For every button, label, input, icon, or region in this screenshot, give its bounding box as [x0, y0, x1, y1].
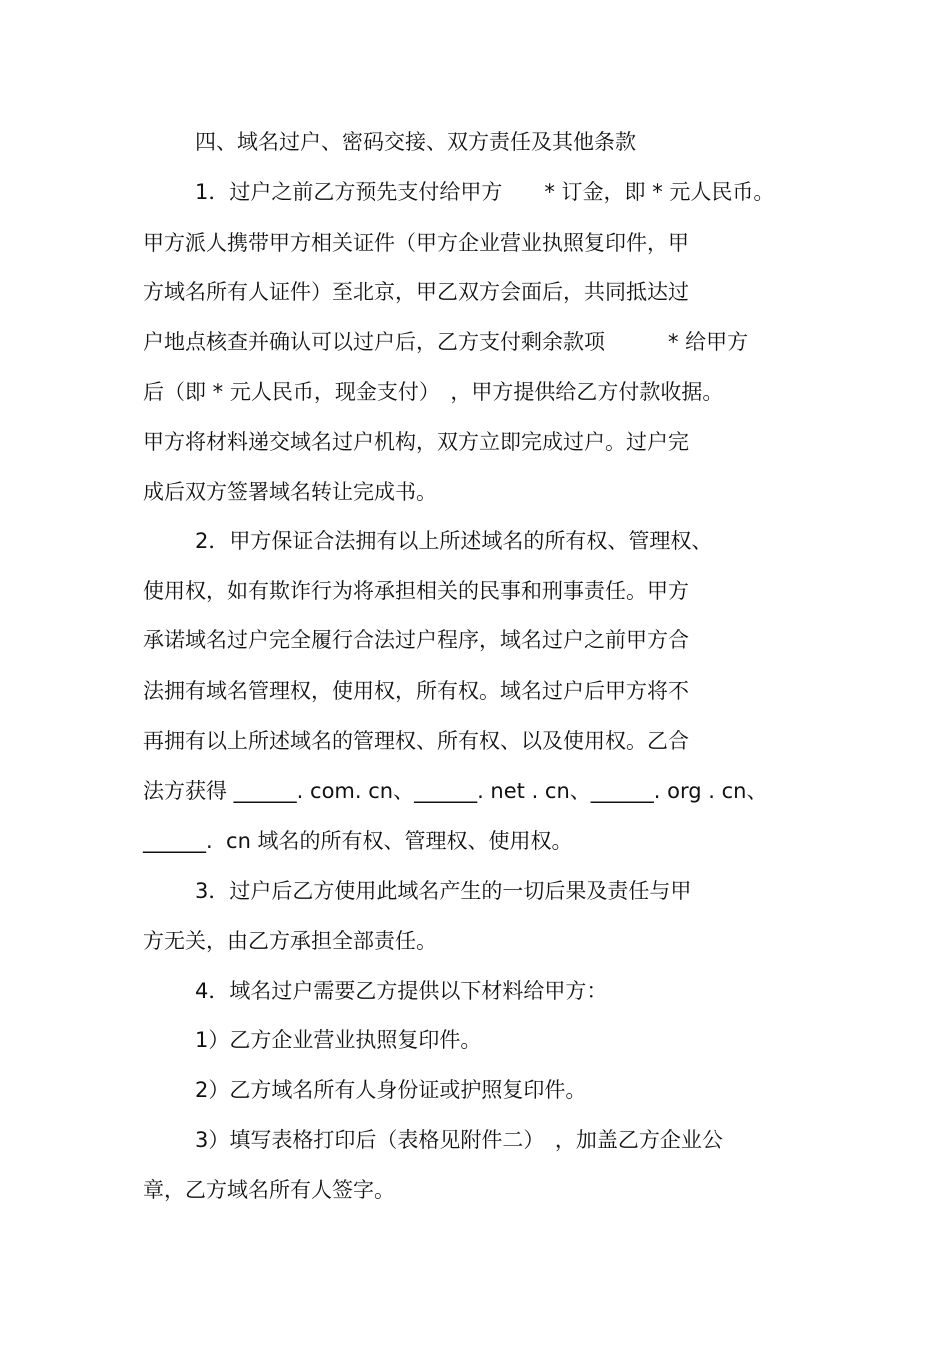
- paragraph-line: 户地点核查并确认可以过户后，乙方支付剩余款项 * 给甲方: [143, 330, 749, 354]
- paragraph-line: 1．过户之前乙方预先支付给甲方 * 订金，即 * 元人民币。: [195, 180, 775, 204]
- paragraph-line: 后（即 * 元人民币，现金支付） ，甲方提供给乙方付款收据。: [143, 380, 724, 404]
- paragraph-line: ______. cn 域名的所有权、管理权、使用权。: [143, 829, 573, 853]
- paragraph-line: 方域名所有人证件）至北京，甲乙双方会面后，共同抵达过: [143, 280, 689, 304]
- paragraph-line: 承诺域名过户完全履行合法过户程序，域名过户之前甲方合: [143, 628, 689, 652]
- paragraph-line: 4．域名过户需要乙方提供以下材料给甲方：: [195, 979, 608, 1003]
- paragraph-line: 再拥有以上所述域名的管理权、所有权、以及使用权。乙合: [143, 729, 689, 753]
- paragraph-line: 法拥有域名管理权，使用权，所有权。域名过户后甲方将不: [143, 679, 689, 703]
- paragraph-line: 甲方派人携带甲方相关证件（甲方企业营业执照复印件，甲: [143, 231, 689, 255]
- paragraph-line: 方无关，由乙方承担全部责任。: [143, 929, 437, 953]
- paragraph-line: 使用权，如有欺诈行为将承担相关的民事和刑事责任。甲方: [143, 579, 689, 603]
- list-item: 3）填写表格打印后（表格见附件二） ，加盖乙方企业公: [195, 1128, 723, 1152]
- section-heading: 四、域名过户、密码交接、双方责任及其他条款: [195, 130, 636, 154]
- paragraph-line: 甲方将材料递交域名过户机构，双方立即完成过户。过户完: [143, 430, 689, 454]
- paragraph-line: 章，乙方域名所有人签字。: [143, 1178, 395, 1202]
- paragraph-line: 3．过户后乙方使用此域名产生的一切后果及责任与甲: [195, 879, 692, 903]
- list-item: 1）乙方企业营业执照复印件。: [195, 1028, 482, 1052]
- list-item: 2）乙方域名所有人身份证或护照复印件。: [195, 1078, 587, 1102]
- paragraph-line: 2．甲方保证合法拥有以上所述域名的所有权、管理权、: [195, 529, 713, 553]
- paragraph-line: 法方获得 ______. com. cn、______. net . cn、______. org . cn、: [143, 779, 768, 803]
- paragraph-line: 成后双方签署域名转让完成书。: [143, 480, 437, 504]
